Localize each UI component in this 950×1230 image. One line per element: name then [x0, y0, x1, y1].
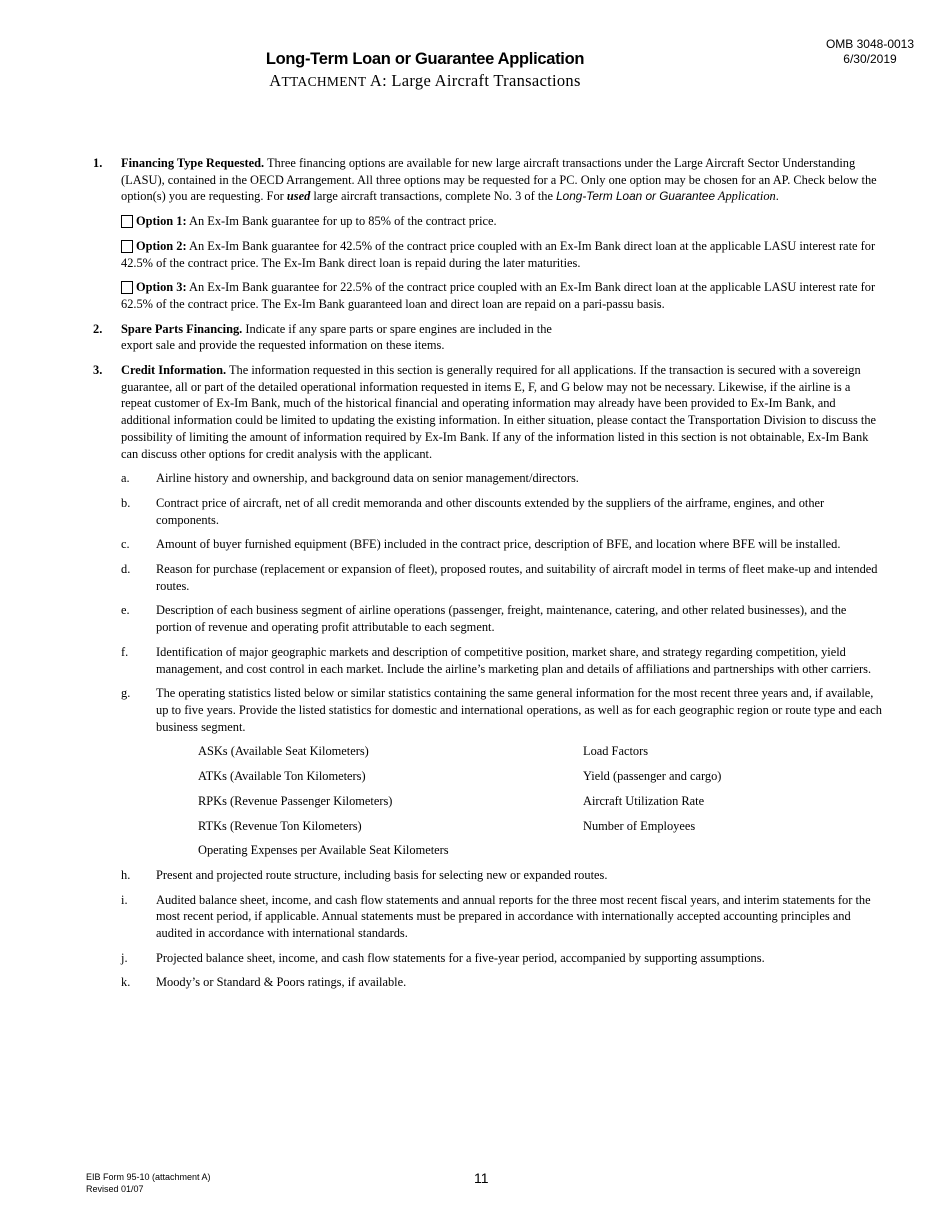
section-financing-type [93, 155, 883, 313]
subtitle-prefix: A [269, 71, 282, 90]
option-text: An Ex-Im Bank guarantee for 42.5% of the contract price coupled with an Ex-Im Bank direct loan at the applicable LASU interest rate for 42.5% of the contract price. The Ex-Im Bank direct loan is repaid during the later maturities. [121, 238, 876, 270]
list-text: Contract price of aircraft, net of all credit memoranda and other discounts extended by the suppliers of the airframe, engines, and other components. [156, 495, 825, 527]
section-spare-parts [93, 321, 883, 354]
option-3 [121, 279, 883, 312]
section-number: 3. [93, 363, 103, 378]
list-text: Reason for purchase (replacement or expansion of fleet), proposed routes, and suitability of aircraft model in terms of fleet make-up and intended routes. [156, 562, 878, 593]
section-heading: Financing Type Requested. [121, 156, 265, 170]
list-letter: e. [121, 603, 130, 618]
stat-item: ASKs (Available Seat Kilometers) [198, 744, 369, 759]
option-label: Option 3: [136, 280, 187, 295]
section-text [121, 362, 883, 462]
stat-item: Yield (passenger and cargo) [583, 769, 722, 784]
list-item [121, 495, 883, 528]
footer-form-number: EIB Form 95-10 (attachment A) [86, 1172, 211, 1182]
stat-item: Operating Expenses per Available Seat Kilometers [198, 843, 449, 858]
section-body: Three financing options are available for new large aircraft transactions under the Large Aircraft Sector Understanding (LASU), contained in the OECD Arrangement. All three options may be requested for a PC. Only one option may be chosen for an AP. Check below the option(s) you are requesting. For [121, 156, 877, 204]
stat-item: Number of Employees [583, 818, 696, 833]
option-3-checkbox[interactable] [121, 281, 133, 294]
application-word: Application [715, 189, 776, 204]
application-name: Long-Term Loan or Guarantee [556, 189, 716, 204]
option-label: Option 1: [136, 214, 187, 229]
option-text: An Ex-Im Bank guarantee for 22.5% of the contract price coupled with an Ex-Im Bank direct loan at the applicable LASU interest rate for 62.5% of the contract price. The Ex-Im Bank guaranteed loan and direct loan are repaid on a pari-passu basis. [121, 280, 876, 311]
list-text: Audited balance sheet, income, and cash flow statements and annual reports for the three most recent fiscal years, and interim statements for the most recent period, if applicable. Annual statements must be prepared in accordance with internationally accepted accounting principles and audited in accordance with international standards. [156, 892, 871, 941]
page-title-block [0, 48, 950, 93]
section-heading: Credit Information. [121, 363, 227, 378]
stat-item: RPKs (Revenue Passenger Kilometers) [198, 793, 393, 808]
omb-date: 6/30/2019 [843, 52, 897, 66]
stat-item: ATKs (Available Ton Kilometers) [198, 769, 366, 784]
option-2-checkbox[interactable] [121, 240, 133, 253]
section-heading: Spare Parts Financing. [121, 321, 243, 336]
omb-number: OMB 3048-0013 [825, 37, 915, 51]
option-1-checkbox[interactable] [121, 215, 133, 228]
page-number: 11 [474, 1170, 489, 1186]
section-number: 2. [93, 321, 103, 336]
list-item [121, 470, 883, 487]
section-body: Indicate if any spare parts or spare engines are included in the export sale and provide the requested information on these items. [121, 321, 552, 353]
list-text: Present and projected route structure, including basis for selecting new or expanded routes. [156, 867, 608, 882]
option-label: Option 2: [136, 238, 187, 253]
section-text [121, 155, 883, 205]
list-text: Amount of buyer furnished equipment (BFE) included in the contract price, description of BFE, and location where BFE will be installed. [156, 537, 841, 552]
list-letter: b. [121, 495, 131, 510]
list-item [121, 602, 883, 635]
list-letter: c. [121, 537, 130, 552]
stat-item: Aircraft Utilization Rate [583, 793, 705, 808]
used-emphasis: used [286, 189, 311, 204]
list-text: The operating statistics listed below or similar statistics containing the same general information for the most recent three years and, if available, up to five years. Provide the listed statistics for domestic and international operations, as well as for each geographic region or route type and each business segment. [156, 686, 882, 734]
list-letter: i. [121, 892, 128, 907]
section-text [121, 321, 561, 354]
section-body: . [775, 189, 779, 204]
operating-statistics [198, 743, 883, 859]
list-item [121, 892, 883, 942]
option-text: An Ex-Im Bank guarantee for up to 85% of the contract price. [186, 214, 497, 229]
form-content [93, 155, 883, 999]
list-item [121, 950, 883, 967]
list-item [121, 536, 883, 553]
list-letter: g. [121, 686, 131, 701]
list-text: Description of each business segment of airline operations (passenger, freight, maintenance, catering, and other related businesses), and the portion of revenue and operating profit attributable to each segment. [156, 603, 847, 635]
page-title: Long-Term Loan or Guarantee Application [265, 50, 585, 68]
list-item [121, 561, 883, 594]
list-text: Identification of major geographic markets and description of competitive position, market share, and strategy regarding competition, yield management, and cost control in each market. Include the airline’s marketing plan and details of affiliations and partnerships with other carriers. [156, 644, 872, 676]
list-letter: a. [121, 471, 130, 486]
stat-item [583, 842, 843, 859]
footer-form-info [86, 1171, 211, 1195]
stat-item: Load Factors [583, 744, 649, 759]
stat-item: RTKs (Revenue Ton Kilometers) [198, 818, 362, 833]
section-body: large aircraft transactions, complete No. 3 of the [310, 189, 557, 204]
option-1 [121, 213, 883, 230]
section-credit-info [93, 362, 883, 991]
list-item [121, 644, 883, 677]
section-number: 1. [93, 156, 103, 170]
subtitle-smallcaps: TTACHMENT [281, 74, 367, 89]
list-text: Moody’s or Standard & Poors ratings, if available. [156, 975, 407, 990]
list-item [121, 685, 883, 735]
list-letter: d. [121, 562, 131, 577]
subtitle-rest: A: Large Aircraft Transactions [366, 71, 581, 90]
option-2 [121, 238, 883, 271]
page-subtitle [0, 70, 950, 93]
list-text: Airline history and ownership, and background data on senior management/directors. [156, 471, 579, 486]
footer-revised: Revised 01/07 [86, 1184, 144, 1194]
list-text: Projected balance sheet, income, and cash flow statements for a five-year period, accompanied by supporting assumptions. [156, 950, 765, 965]
list-letter: j. [121, 950, 128, 965]
section-body: The information requested in this section is generally required for all applications. If the transaction is secured with a sovereign guarantee, all or part of the detailed operational information requested in items E, F, and G below may not be necessary. Likewise, if the airline is a repeat customer of Ex-Im Bank, much of the historical financial and operating information may already have been provided to Ex-Im Bank, and additional information could be limited to updating the existing information. In either situation, please contact the Transportation Division to discuss the possibility of limiting the amount of information required by Ex-Im Bank. If any of the information listed in this section is not obtainable, Ex-Im Bank can discuss other options for credit analysis with the applicant. [121, 363, 877, 461]
list-letter: k. [121, 975, 131, 990]
list-item [121, 974, 883, 991]
list-letter: f. [121, 644, 129, 659]
list-letter: h. [121, 867, 131, 882]
list-item [121, 867, 883, 884]
